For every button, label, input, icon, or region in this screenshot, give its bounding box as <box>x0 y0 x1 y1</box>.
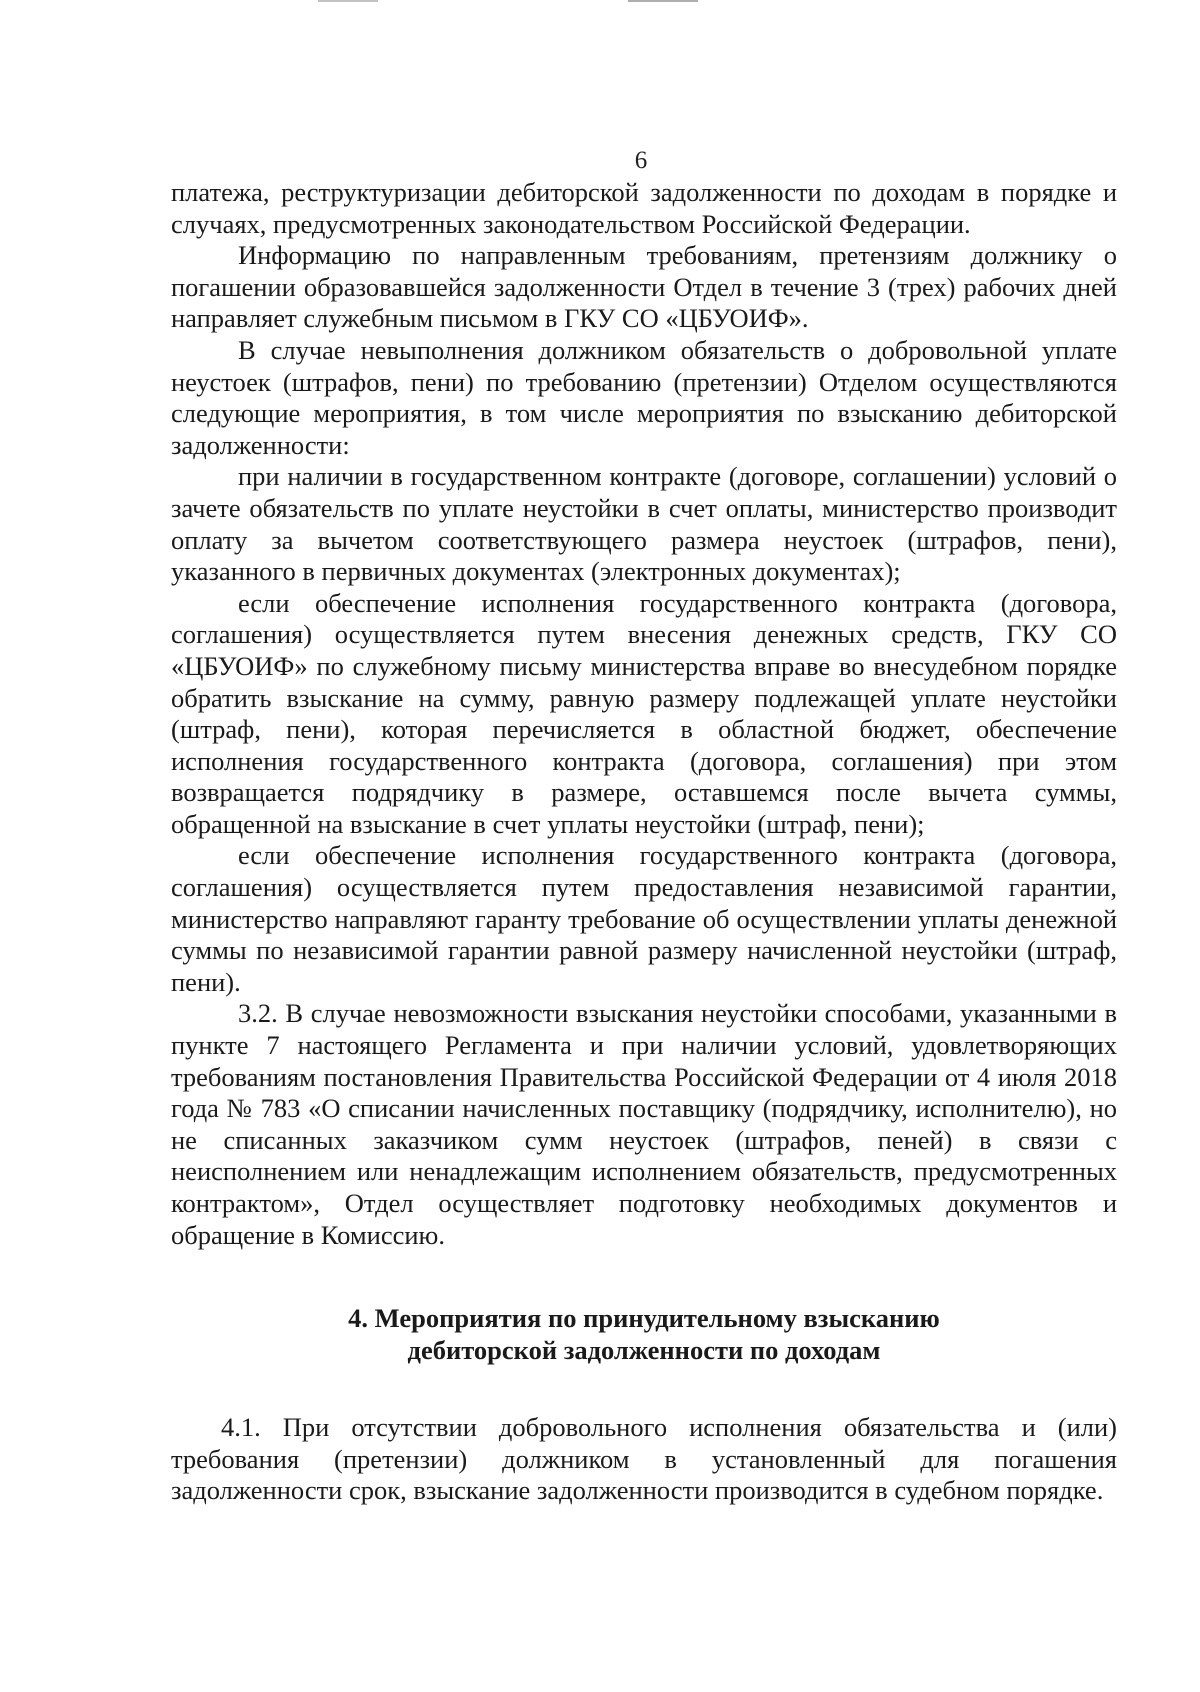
section-heading-line: дебиторской задолженности по доходам <box>407 1335 881 1366</box>
section-4-heading <box>171 1302 1117 1366</box>
paragraph: В случае невыполнения должником обязательств о добровольной уплате неустоек (штрафов, пени) по требованию (претензии) Отделом осуществляются следующие мероприятия, в том числе мероприятия по взысканию дебиторской задолженности: <box>171 334 1117 460</box>
list-paragraph: при наличии в государственном контракте (договоре, соглашении) условий о зачете обязательств по уплате неустойки в счет оплаты, министерство производит оплату за вычетом соответствующего размера неустоек (штрафов, пени), указанного в первичных документах (электронных документах); <box>171 461 1117 587</box>
page-number: 6 <box>634 147 648 174</box>
list-paragraph: если обеспечение исполнения государственного контракта (договора, соглашения) осуществляется путем внесения денежных средств, ГКУ СО «ЦБУОИФ» по служебному письму министерства вправе во внесудебном порядке обратить взыскание на сумму, равную размеру подлежащей уплате неустойки (штраф, пени), которая перечисляется в областной бюджет, обеспечение исполнения государственного контракта (договора, соглашения) при этом возвращается подрядчику в размере, оставшемся после вычета суммы, обращенной на взыскание в счет уплаты неустойки (штраф, пени); <box>171 587 1117 839</box>
scan-artifact <box>318 0 378 2</box>
section-heading-line: 4. Мероприятия по принудительному взысканию <box>348 1303 940 1334</box>
section-4-body <box>171 1412 1117 1507</box>
clause-3-2: 3.2. В случае невозможности взыскания неустойки способами, указанными в пункте 7 настоящего Регламента и при наличии условий, удовлетворяющих требованиям постановления Правительства Российской Федерации от 4 июля 2018 года № 783 «О списании начисленных поставщику (подрядчику, исполнителю), но не списанных заказчиком сумм неустоек (штрафов, пеней) в связи с неисполнением или ненадлежащим исполнением обязательств, предусмотренных контрактом», Отдел осуществляет подготовку необходимых документов и обращение в Комиссию. <box>171 998 1117 1250</box>
paragraph-continuation: платежа, реструктуризации дебиторской задолженности по доходам в порядке и случаях, предусмотренных законодательством Российской Федерации. <box>171 177 1117 239</box>
paragraph: Информацию по направленным требованиям, претензиям должнику о погашении образовавшейся задолженности Отдел в течение 3 (трех) рабочих дней направляет служебным письмом в ГКУ СО «ЦБУОИФ». <box>171 240 1117 334</box>
clause-4-1: 4.1. При отсутствии добровольного исполнения обязательства и (или) требования (претензии) должником в установленный для погашения задолженности срок, взыскание задолженности производится в судебном порядке. <box>171 1412 1117 1506</box>
scan-artifact <box>628 0 698 2</box>
document-body <box>171 177 1117 1507</box>
list-paragraph: если обеспечение исполнения государственного контракта (договора, соглашения) осуществляется путем предоставления независимой гарантии, министерство направляют гаранту требование об осуществлении уплаты денежной суммы по независимой гарантии равной размеру начисленной неустойки (штраф, пени). <box>171 840 1117 997</box>
